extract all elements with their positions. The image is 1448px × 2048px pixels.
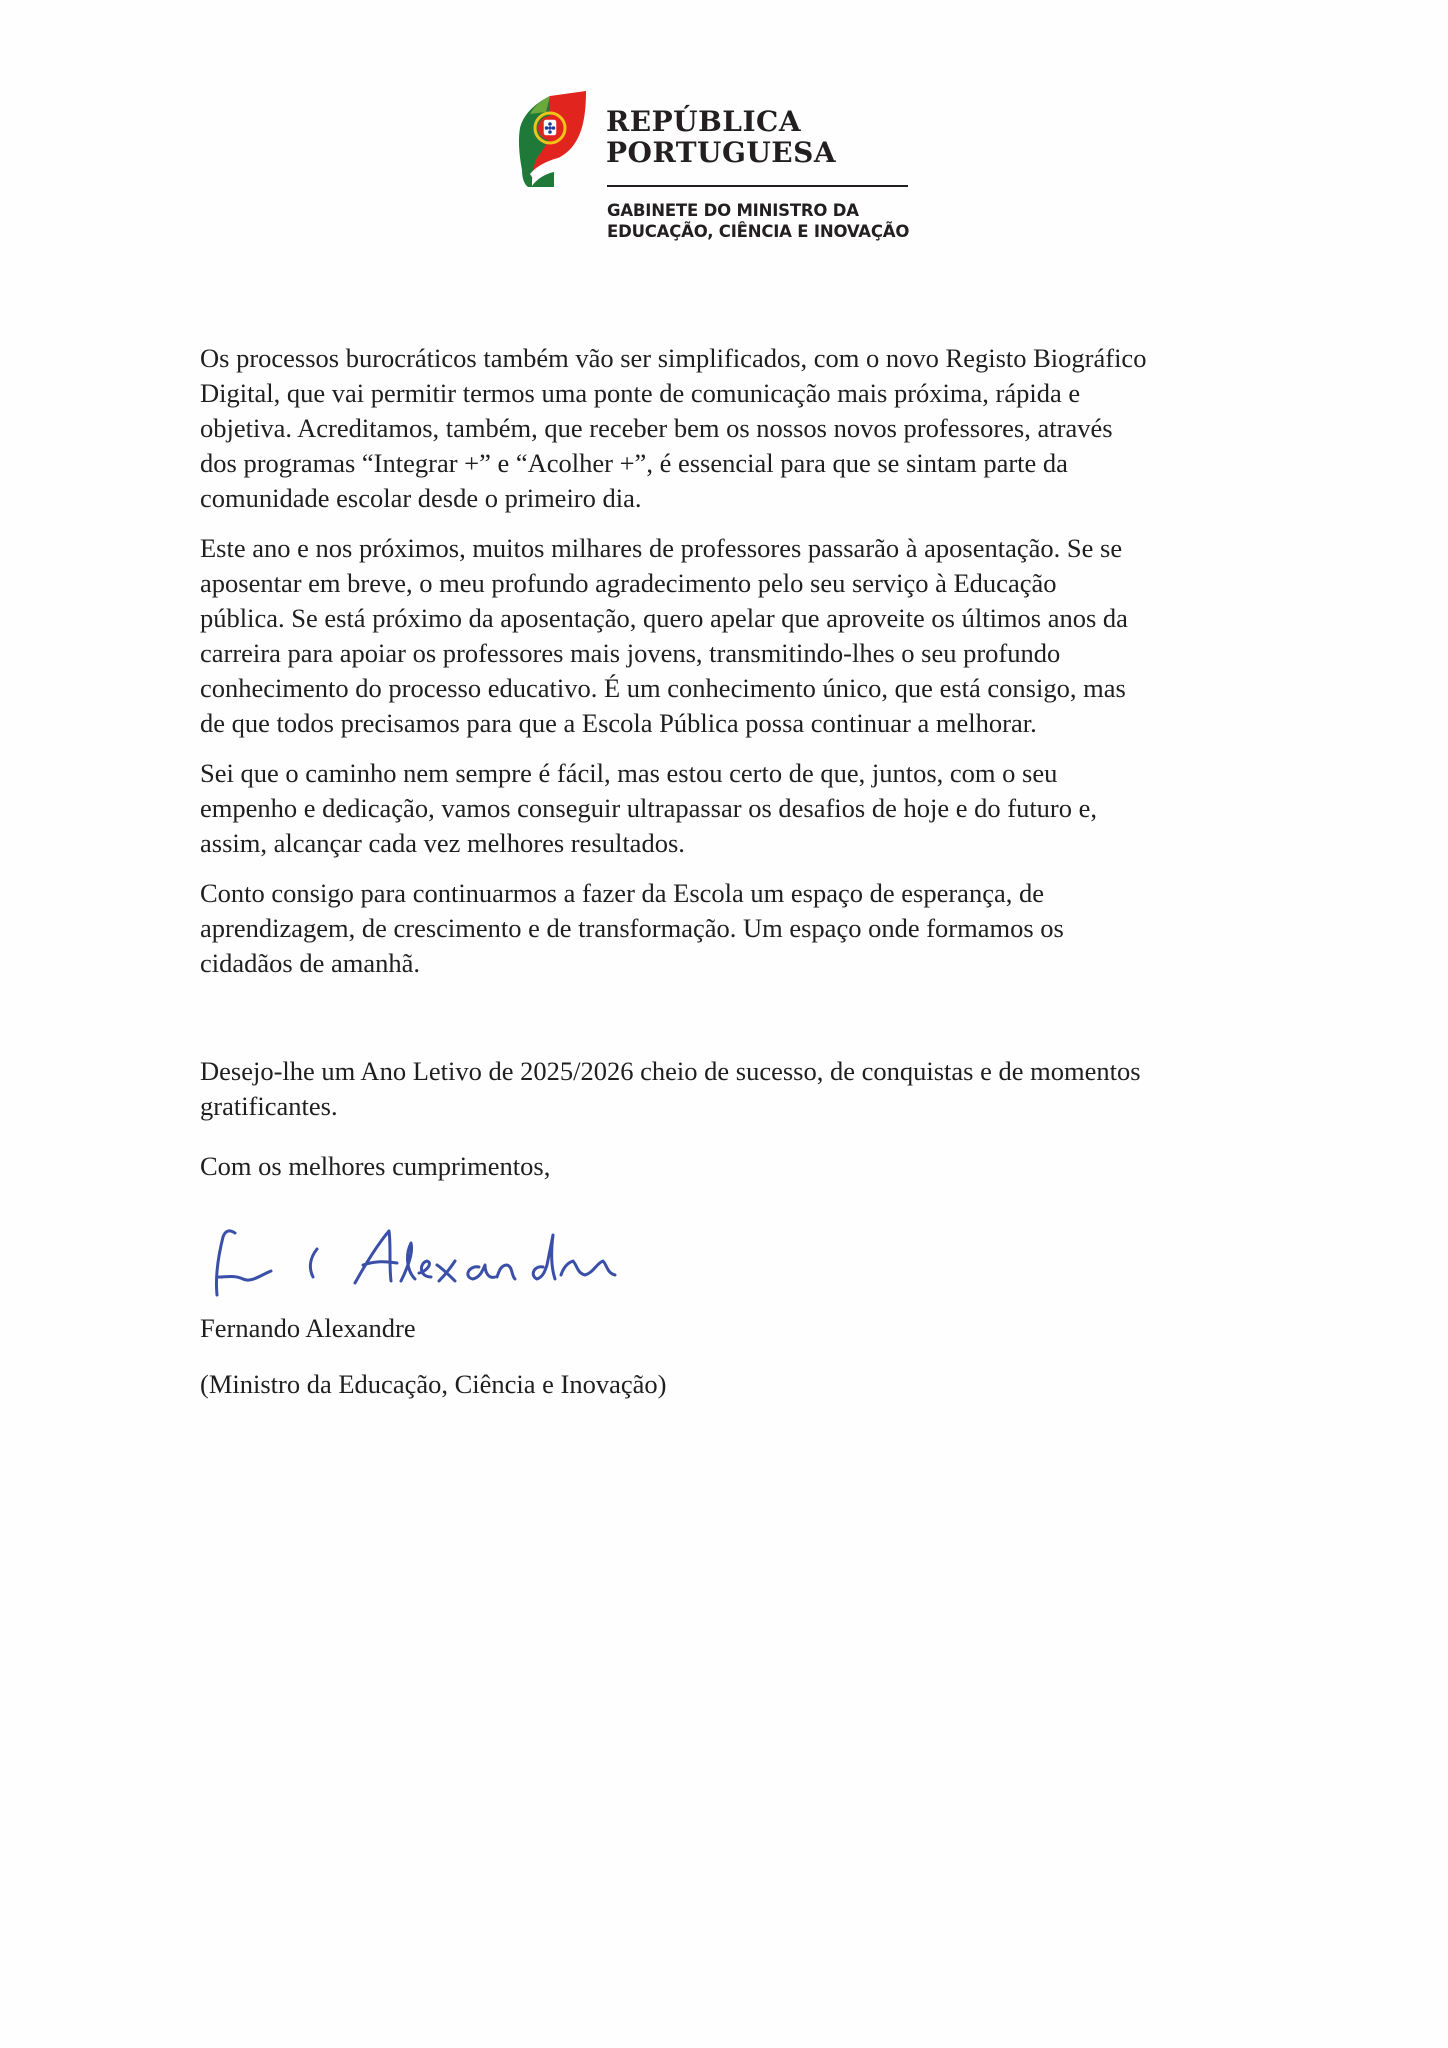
text-line: de que todos precisamos para que a Escola Pública possa continuar a melhorar. [200,708,1037,738]
letter-closing [200,1054,1141,1184]
text-line: Digital, que vai permitir termos uma ponte de comunicação mais próxima, rápida e [200,378,1081,408]
text-line: assim, alcançar cada vez melhores resultados. [200,828,685,858]
signature-stroke [533,1235,555,1279]
signer-name: Fernando Alexandre [200,1313,416,1343]
signer-title: (Ministro da Educação, Ciência e Inovação) [200,1369,667,1399]
paragraph [200,531,1230,741]
text-line: empenho e dedicação, vamos conseguir ultrapassar os desafios de hoje e do futuro e, [200,793,1098,823]
signature-stroke [310,1249,317,1277]
signature-stroke [355,1231,391,1283]
signature-stroke [468,1265,495,1279]
brand-wordmark [606,106,836,168]
text-line: aprendizagem, de crescimento e de transformação. Um espaço onde formamos os [200,913,1064,943]
text-line: Este ano e nos próximos, muitos milhares de professores passarão à aposentação. Se se [200,533,1123,563]
text-line: aposentar em breve, o meu profundo agradecimento pelo seu serviço à Educação [200,568,1057,598]
text-line: Conto consigo para continuarmos a fazer da Escola um espaço de esperança, de [200,878,1044,908]
text-line: Os processos burocráticos também vão ser simplificados, com o novo Registo Biográfico [200,343,1147,373]
header-divider [607,185,908,187]
signature-stroke [216,1231,235,1295]
signature-stroke [437,1261,455,1281]
text-line: cidadãos de amanhã. [200,948,420,978]
handwritten-signature-icon [205,1215,695,1315]
paragraph [200,756,1230,861]
signature-stroke [401,1243,415,1281]
signature-stroke [497,1265,515,1279]
text-line: carreira para apoiar os professores mais jovens, transmitindo-lhes o seu profundo [200,638,1061,668]
salutation: Com os melhores cumprimentos, [200,1151,551,1181]
text-line: conhecimento do processo educativo. É um conhecimento único, que está consigo, mas [200,673,1126,703]
signature-stroke [419,1261,431,1277]
signature-stroke [561,1261,615,1275]
spacer [200,1124,1141,1149]
office-line: EDUCAÇÃO, CIÊNCIA E INOVAÇÃO [607,222,910,241]
signature-stroke [219,1271,271,1280]
text-line: Sei que o caminho nem sempre é fácil, mas estou certo de que, juntos, com o seu [200,758,1058,788]
text-line: objetiva. Acreditamos, também, que receber bem os nossos novos professores, através [200,413,1113,443]
letter-body [200,341,1230,996]
office-line: GABINETE DO MINISTRO DA [607,201,859,220]
brand-line: REPÚBLICA [606,105,802,138]
paragraph [200,341,1230,516]
text-line: dos programas “Integrar +” e “Acolher +”, é essencial para que se sintam parte da [200,448,1068,478]
wish-line: gratificantes. [200,1091,338,1121]
text-line: comunidade escolar desde o primeiro dia. [200,483,642,513]
text-line: pública. Se está próximo da aposentação, quero apelar que aproveite os últimos anos da [200,603,1128,633]
brand-line: PORTUGUESA [606,136,837,169]
office-name [607,200,909,242]
paragraph [200,876,1230,981]
wish-line: Desejo-lhe um Ano Letivo de 2025/2026 cheio de sucesso, de conquistas e de momentos [200,1056,1141,1086]
signature-stroke [363,1262,397,1265]
portuguese-republic-logo-icon [516,88,588,188]
